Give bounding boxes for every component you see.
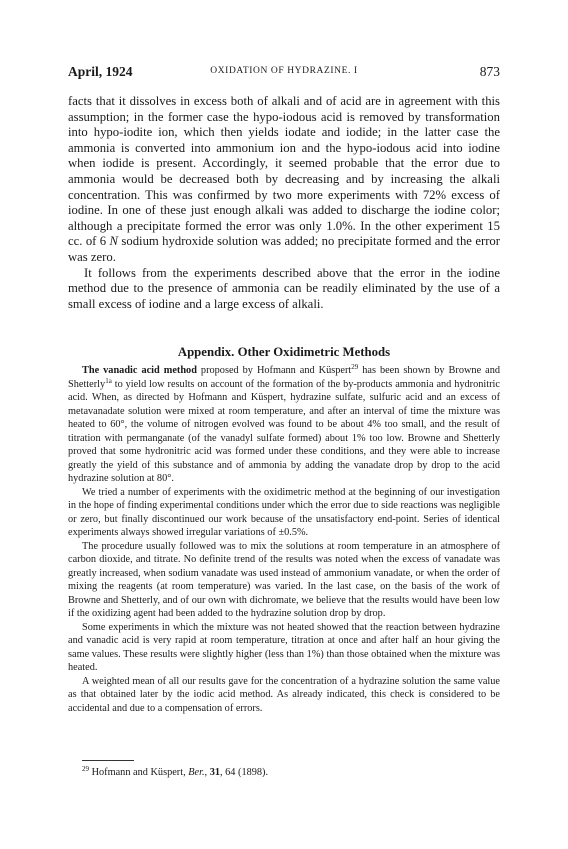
normality-symbol: N: [109, 234, 119, 249]
main-text: [68, 94, 500, 312]
appendix-p1-part-a: proposed by Hofmann and Küspert: [196, 365, 352, 376]
appendix-paragraph-3: The procedure usually followed was to mix the solutions at room temperature in an atmosphere of carbon dioxide, and titrate. No definite trend of the results was noted when the excess of vanadate was greatly increased, when sodium vanadate was used instead of ammonium vanadate, or when the order of mixing the reagents (at room temperature) was varied. In the last case, on the basis of the work of Browne and Shetterly, and of our own with dichromate, we believe that the results would have been low if the oxidizing agent had been added to the hydrazine solution drop by drop.: [68, 540, 500, 619]
page-header: [68, 64, 500, 82]
paragraph-1-tail: sodium hydroxide solution was added; no precipitate formed and the error was zero.: [68, 234, 500, 264]
reference-29: 29: [351, 363, 359, 371]
appendix-p1-part-c: to yield low results on account of the formation of the by-products ammonia and hydronitric acid. When, as directed by Hofmann and Küspert, hydrazine sulfate, sulfuric acid and an excess of metavanadate solution were mixed at room temperature, and after an interval of time the mixture was heated to 60°, the volume of nitrogen evolved was found to be about 4% too small, and the result of titration with permanganate (of the vanadyl sulfate formed) about 1% too low. Browne and Shetterly proved that some hydronitric acid was formed under these conditions, and they were able to increase greatly the yield of this substance and of ammonia by adding the vanadate drop by drop to the acid hydrazine solution at 80°.: [68, 378, 500, 484]
footnote-marker: 29: [82, 765, 89, 773]
appendix-paragraph-2: We tried a number of experiments with the oxidimetric method at the beginning of our investigation in the hope of finding experimental conditions under which the error due to side reactions was negligible or zero, but finally discontinued our work because of the unsatisfactory end-point. Series of identical experiments always showed irregular variations of ±0.5%.: [68, 486, 500, 538]
appendix-heading: Appendix. Other Oxidimetric Methods: [177, 345, 391, 359]
paragraph-1-text: facts that it dissolves in excess both of alkali and of acid are in agreement with this assumption; in the former case the hypo-iodous acid is removed by transformation into hypo-iodite ion, which then yields iodate and iodide; in the latter case the ammonia is converted into ammonium ion and the hypo-iodous acid into iodine when iodide is present. Accordingly, it seemed probable that the error due to ammonia would be decreased both by decreasing and by increasing the alkali concentration. This was confirmed by two more experiments with 72% excess of iodine. In one of these just enough alkali was added to discharge the iodine color; although a precipitate formed the error was only 1.0%. In the other experiment 15 cc. of 6: [68, 94, 500, 249]
footnote-rest: , 64 (1898).: [220, 767, 269, 778]
appendix-p1-part-b: has been shown by Browne and Shetterly: [68, 365, 500, 390]
footnote: $^{29}$ Hofmann and Küspert, Ber., 31, 64 (1898).: [82, 765, 269, 778]
header-date: April, 1924: [68, 64, 133, 79]
appendix-text: [68, 364, 500, 715]
appendix-paragraph-5: A weighted mean of all our results gave for the concentration of a hydrazine solution the same value as that obtained later by the iodic acid method. As already indicated, this check is considered to be accidental and due to a compensation of errors.: [68, 675, 500, 714]
paragraph-2: It follows from the experiments described above that the error in the iodine method due to the presence of ammonia can be readily eliminated by the use of a small excess of iodine and a large excess of alkali.: [68, 265, 500, 311]
footnote-volume: 31: [209, 767, 220, 778]
appendix-paragraph-4: Some experiments in which the mixture was not heated showed that the reaction between hydrazine and vanadic acid is very rapid at room temperature, titration at once and after half an hour giving the same values. These results were slightly higher (less than 1%) than those obtained when the mixture was heated.: [68, 621, 500, 673]
footnote-rule: [82, 760, 134, 761]
footnote-authors: Hofmann and Küspert,: [89, 767, 189, 778]
footnote-journal: Ber.: [188, 767, 205, 778]
page-number: 873: [479, 64, 500, 79]
appendix-paragraph-1: [68, 364, 500, 486]
reference-1a: 1a: [105, 376, 112, 385]
vanadic-acid-method-lead: The vanadic acid method: [82, 365, 197, 376]
paragraph-1: [68, 94, 500, 266]
running-title: OXIDATION OF HYDRAZINE. I: [210, 66, 358, 76]
